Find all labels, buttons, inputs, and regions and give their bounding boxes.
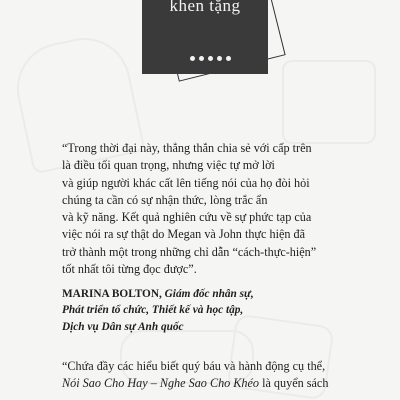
quote-line: trở thành một trong những chỉ dẫn “cách-thực-hiện” <box>62 244 317 259</box>
quote-attribution <box>62 286 392 335</box>
dot-icon <box>217 56 222 61</box>
quote-line <box>62 375 390 392</box>
dot-icon <box>226 56 231 61</box>
quote-line: tốt nhất tôi từng đọc được”. <box>62 262 197 277</box>
author-name: MARINA BOLTON, <box>62 288 162 300</box>
author-title-line: Phát triển tổ chức, Thiết kế và học tập, <box>62 304 244 317</box>
dot-icon <box>199 56 204 61</box>
dot-icon <box>190 56 195 61</box>
dot-icon <box>208 56 213 61</box>
badge-dots <box>190 56 231 61</box>
quote-line: “Trong thời đại này, thẳng thắn chia sẻ với cấp trên <box>62 141 312 155</box>
section-title: khen tặng <box>169 0 241 15</box>
quote-line: “Chứa đầy các hiểu biết quý báu và hành động cụ thể, <box>62 359 326 373</box>
book-title: Nói Sao Cho Hay – Nghe Sao Cho Khéo <box>62 376 260 391</box>
author-organization: Dịch vụ Dân sự Anh quốc <box>62 320 184 333</box>
section-badge <box>0 0 400 120</box>
quote-line: chúng ta cần có sự nhận thức, lòng trắc ẩn <box>62 192 268 207</box>
testimonial-quote <box>62 140 390 278</box>
quote-line: và kỹ năng. Kết quả nghiên cứu về sự phức tạp của <box>62 210 312 225</box>
quote-line-rest: là quyển sách <box>259 376 329 391</box>
testimonial-quote <box>62 358 390 393</box>
quote-line: và giúp người khác cất lên tiếng nói của họ đòi hỏi <box>62 175 310 190</box>
quote-line: việc nói ra sự thật do Megan và John thực hiện đã <box>62 227 306 242</box>
quote-line: là điều tối quan trọng, nhưng việc tự mở lời <box>62 158 275 173</box>
author-title: Giám đốc nhân sự, <box>161 288 254 300</box>
